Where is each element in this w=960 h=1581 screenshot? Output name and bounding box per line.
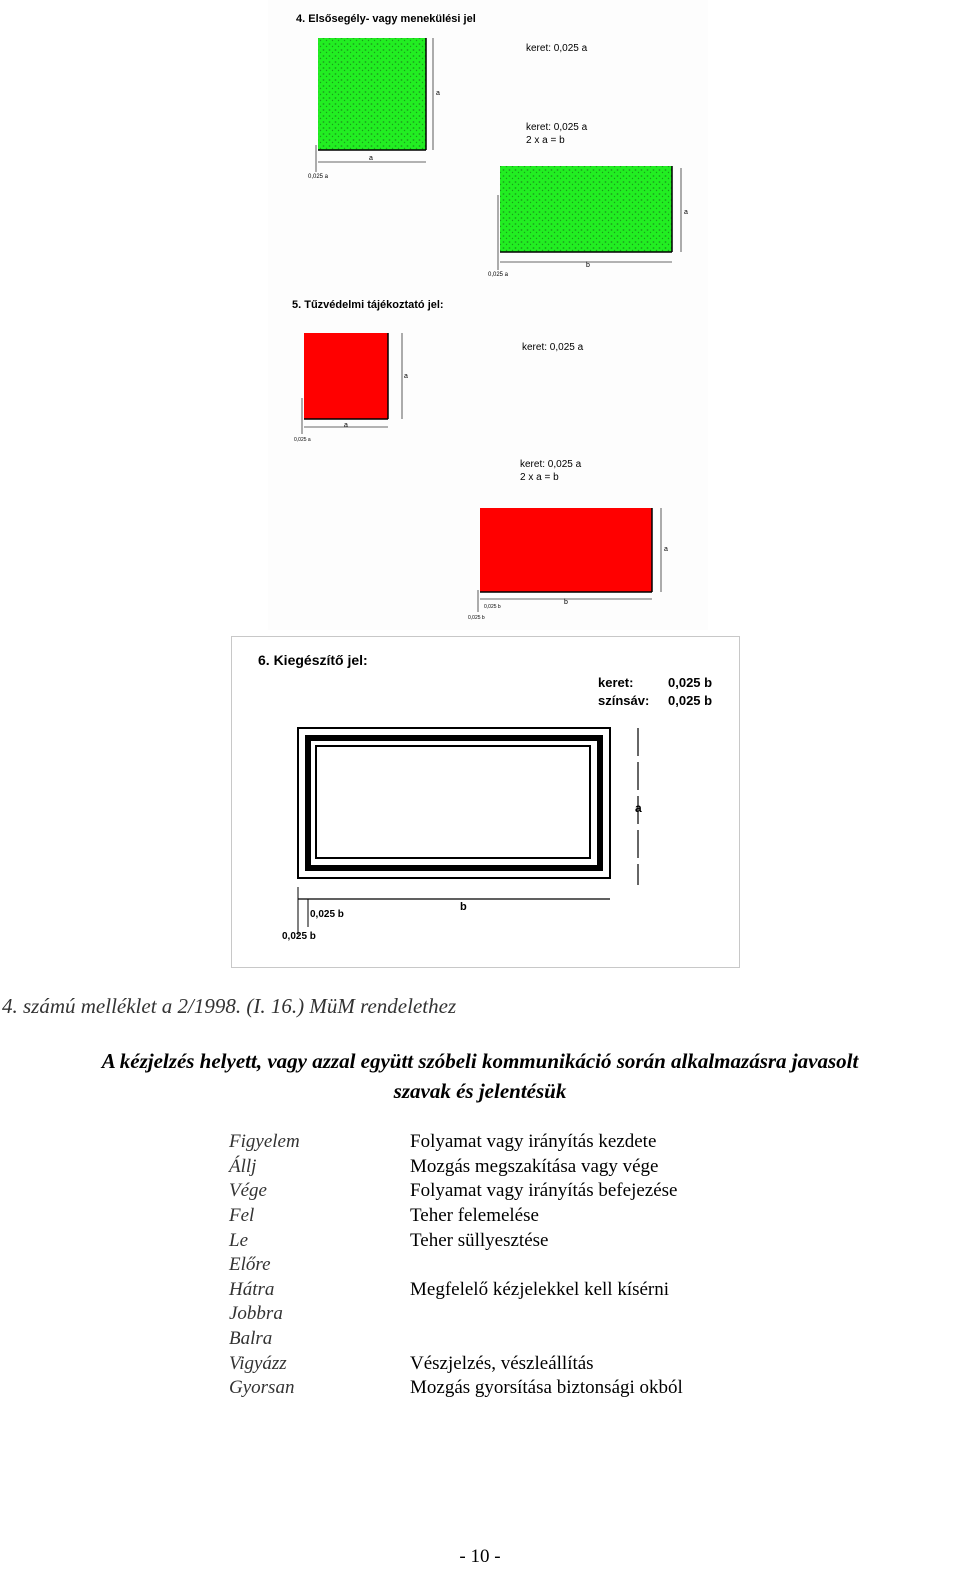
first-aid-square-texture (318, 38, 426, 150)
supplementary-inner-field (316, 746, 590, 858)
table-row (229, 1204, 683, 1229)
word-term: Figyelem (229, 1131, 300, 1153)
word-term: Előre (229, 1254, 271, 1276)
supplementary-band-label: színsáv: (598, 693, 650, 708)
first-aid-square-frame-label: 0,025 a (308, 174, 329, 180)
fire-rect-dim-b: b (564, 599, 568, 606)
first-aid-note-2-line-1: keret: 0,025 a (526, 122, 588, 133)
table-row (229, 1376, 683, 1401)
first-aid-square-dim-a: a (436, 90, 440, 97)
fire-rect-frame-label-1: 0,025 b (484, 604, 501, 610)
first-aid-rect-dim-b: b (586, 262, 590, 269)
section-heading-line-1: A kézjelzés helyett, vagy azzal együtt szóbeli kommunikáció során alkalmazásra javasolt (101, 1049, 859, 1073)
table-row (229, 1228, 683, 1253)
fire-square-dim-b: a (344, 422, 348, 429)
word-meaning: Teher süllyesztése (410, 1229, 549, 1251)
section-heading-line-2: szavak és jelentésük (393, 1079, 567, 1103)
fire-square-frame-label: 0,025 a (294, 437, 311, 443)
word-term: Gyorsan (229, 1377, 295, 1399)
supplementary-frame-dim-1: 0,025 b (310, 909, 344, 920)
fire-note-2-line-2: 2 x a = b (520, 472, 559, 483)
word-meaning: Mozgás megszakítása vagy vége (410, 1155, 659, 1177)
fire-rect-sign (480, 508, 652, 592)
first-aid-rect-texture (500, 166, 672, 252)
section-heading (0, 1046, 960, 1106)
word-term: Fel (229, 1205, 255, 1227)
table-row (229, 1130, 683, 1155)
table-row (229, 1179, 683, 1204)
word-term: Vigyázz (229, 1352, 287, 1374)
fire-square-sign (304, 333, 388, 419)
table-row (229, 1253, 683, 1278)
first-aid-note-2-line-2: 2 x a = b (526, 135, 565, 146)
fire-rect-dim-a: a (664, 546, 668, 553)
fire-rect-frame-label-2: 0,025 b (468, 615, 485, 621)
word-meaning-table (229, 1130, 683, 1401)
fire-note-2-line-1: keret: 0,025 a (520, 459, 582, 470)
word-term: Állj (229, 1155, 257, 1177)
first-aid-title: 4. Elsősegély- vagy menekülési jel (296, 13, 476, 25)
supplementary-dim-b: b (460, 901, 467, 913)
supplementary-frame-value: 0,025 b (668, 675, 713, 690)
word-term: Vége (229, 1180, 267, 1202)
table-row (229, 1351, 683, 1376)
word-meaning: Megfelelő kézjelekkel kell kísérni (410, 1278, 670, 1300)
word-meaning: Vészjelzés, vészleállítás (410, 1352, 594, 1374)
annex-title: 4. számú melléklet a 2/1998. (I. 16.) MüM rendelethez (2, 994, 457, 1018)
sign-diagrams-top (268, 0, 708, 630)
word-meaning: Folyamat vagy irányítás befejezése (410, 1180, 678, 1202)
word-term: Le (229, 1229, 248, 1251)
word-term: Jobbra (229, 1303, 283, 1325)
table-row (229, 1302, 683, 1327)
supplementary-sign-diagram (231, 636, 740, 968)
page-number: - 10 - (459, 1546, 501, 1567)
table-row (229, 1155, 683, 1180)
first-aid-square-dim-b: a (369, 155, 373, 162)
first-aid-note-1: keret: 0,025 a (526, 43, 588, 54)
supplementary-frame-label: keret: (598, 675, 634, 690)
supplementary-title: 6. Kiegészítő jel: (258, 652, 368, 668)
word-meaning: Folyamat vagy irányítás kezdete (410, 1131, 657, 1153)
supplementary-band-value: 0,025 b (668, 693, 713, 708)
first-aid-rect-frame-label: 0,025 a (488, 272, 509, 278)
table-row (229, 1327, 683, 1352)
word-meaning: Mozgás gyorsítása biztonsági okból (410, 1377, 683, 1399)
word-term: Balra (229, 1328, 273, 1350)
first-aid-rect-dim-a: a (684, 209, 688, 216)
supplementary-frame-dim-2: 0,025 b (282, 931, 316, 942)
fire-title: 5. Tűzvédelmi tájékoztató jel: (292, 299, 444, 311)
table-row (229, 1278, 683, 1303)
supplementary-dim-a: a (635, 801, 642, 815)
word-term: Hátra (229, 1278, 275, 1300)
fire-square-dim-a: a (404, 373, 408, 380)
fire-note-1: keret: 0,025 a (522, 342, 584, 353)
word-meaning: Teher felemelése (410, 1205, 539, 1227)
